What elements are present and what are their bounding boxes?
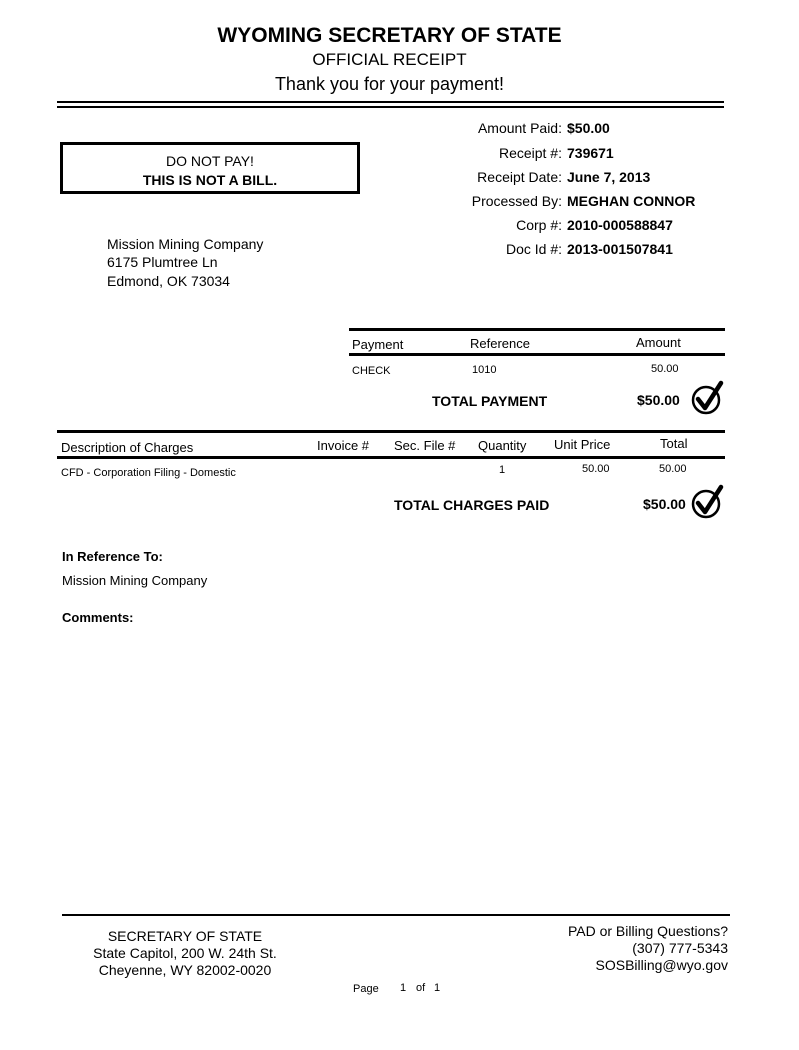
- amount-header: Amount: [636, 335, 681, 350]
- payment-type-cell: CHECK: [352, 365, 391, 377]
- receipt-title: WYOMING SECRETARY OF STATE: [217, 24, 562, 47]
- corp-number-label: Corp #:: [516, 217, 562, 233]
- footer-office: SECRETARY OF STATE: [107, 928, 263, 944]
- reference-header: Reference: [470, 336, 530, 351]
- payment-table-top-rule: [349, 328, 725, 331]
- unit-price-header: Unit Price: [554, 437, 611, 452]
- footer-phone: (307) 777-5343: [632, 940, 728, 956]
- in-reference-to-label: In Reference To:: [62, 549, 163, 564]
- receipt-date-value: June 7, 2013: [567, 169, 651, 185]
- charge-unit-price-cell: 50.00: [582, 463, 610, 475]
- charges-table-top-rule: [57, 430, 725, 433]
- total-charges-value: $50.00: [643, 496, 686, 512]
- page-of-label: of: [416, 982, 426, 994]
- header-divider-bottom: [57, 106, 724, 108]
- page-label: Page: [353, 983, 379, 995]
- payment-table-header-rule: [349, 353, 725, 356]
- amount-paid-row: [400, 120, 740, 140]
- receipt-subtitle: OFFICIAL RECEIPT: [312, 50, 467, 69]
- footer-email[interactable]: SOSBilling@wyo.gov: [595, 957, 728, 973]
- circled-checkmark-icon: [690, 484, 726, 520]
- address-city: Edmond, OK 73034: [107, 273, 230, 289]
- corp-number-value: 2010-000588847: [567, 217, 673, 233]
- total-payment-label: TOTAL PAYMENT: [432, 393, 548, 409]
- in-reference-to-value: Mission Mining Company: [62, 573, 208, 588]
- processed-by-row: [400, 193, 740, 213]
- payment-header: Payment: [352, 337, 404, 352]
- not-a-bill-notice: [60, 142, 360, 194]
- comments-label: Comments:: [62, 610, 134, 625]
- doc-id-value: 2013-001507841: [567, 241, 673, 257]
- doc-id-row: [400, 241, 740, 261]
- processed-by-label: Processed By:: [471, 193, 562, 209]
- amount-paid-value: $50.00: [567, 120, 610, 136]
- description-header: Description of Charges: [61, 440, 194, 455]
- payment-reference-cell: 1010: [472, 364, 497, 376]
- invoice-header: Invoice #: [317, 438, 370, 453]
- receipt-date-row: [400, 169, 740, 189]
- sec-file-header: Sec. File #: [394, 438, 456, 453]
- address-street: 6175 Plumtree Ln: [107, 254, 218, 270]
- quantity-header: Quantity: [478, 438, 527, 453]
- amount-paid-label: Amount Paid:: [477, 120, 562, 136]
- charge-description-cell: CFD - Corporation Filing - Domestic: [61, 467, 236, 479]
- receipt-number-value: 739671: [567, 145, 614, 161]
- page-number: 1: [400, 982, 407, 994]
- total-charges-label: TOTAL CHARGES PAID: [394, 497, 550, 513]
- receipt-number-row: [400, 145, 740, 165]
- receipt-date-label: Receipt Date:: [477, 169, 562, 185]
- corp-number-row: [400, 217, 740, 237]
- charges-table-header-rule: [57, 456, 725, 459]
- circled-checkmark-icon: [690, 380, 726, 416]
- receipt-number-label: Receipt #:: [498, 145, 562, 161]
- header-divider-top: [57, 101, 724, 103]
- page-total: 1: [434, 982, 441, 994]
- thank-you-message: Thank you for your payment!: [274, 74, 505, 94]
- charge-quantity-cell: 1: [499, 464, 506, 476]
- payment-amount-cell: 50.00: [651, 363, 679, 375]
- total-header: Total: [660, 436, 688, 451]
- footer-questions: PAD or Billing Questions?: [567, 923, 728, 939]
- notice-line-1: DO NOT PAY!: [166, 153, 254, 169]
- total-payment-value: $50.00: [637, 392, 680, 408]
- footer-divider: [62, 914, 730, 916]
- charge-total-cell: 50.00: [659, 463, 687, 475]
- doc-id-label: Doc Id #:: [505, 241, 562, 257]
- address-name: Mission Mining Company: [107, 236, 264, 252]
- notice-line-2: THIS IS NOT A BILL.: [142, 172, 278, 188]
- processed-by-value: MEGHAN CONNOR: [567, 193, 696, 209]
- footer-street: State Capitol, 200 W. 24th St.: [93, 945, 277, 961]
- footer-city: Cheyenne, WY 82002-0020: [98, 962, 272, 978]
